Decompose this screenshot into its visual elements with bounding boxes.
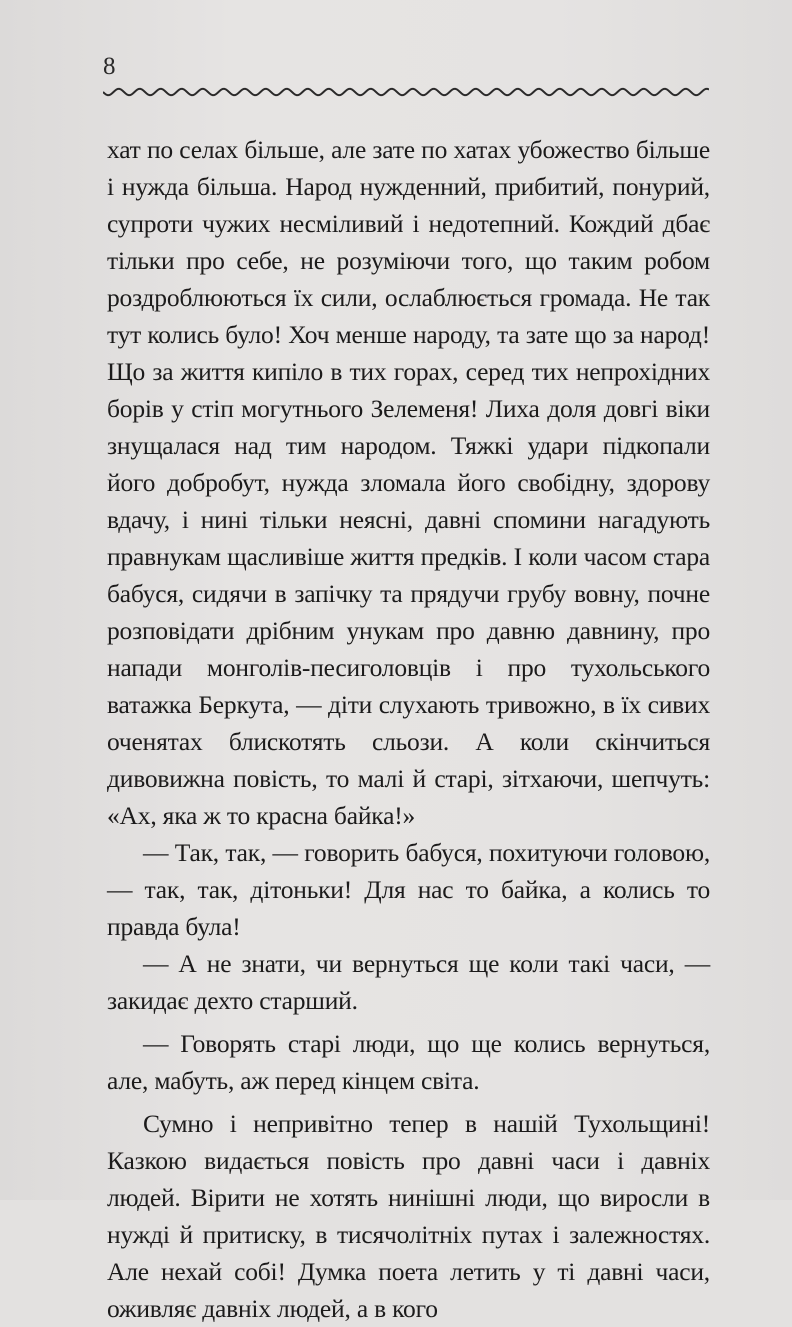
wavy-divider-icon	[103, 82, 709, 102]
dialogue-paragraph: — Говорять старі люди, що ще колись вернуться, але, мабуть, аж перед кінцем світа.	[107, 1029, 710, 1095]
dialogue-paragraph: — Так, так, — говорить бабуся, похитуючи головою, — так, так, дітоньки! Для нас то байка, а колись то правда була!	[107, 838, 710, 941]
dialogue-paragraph: — А не знати, чи вернуться ще коли такі часи, — закидає дехто старший.	[107, 949, 710, 1015]
main-text	[107, 131, 710, 1327]
page-number: 8	[103, 53, 116, 80]
paragraph: Сумно і непривітно тепер в нашій Тухольщині! Казкою видається повість про давні часи і давніх людей. Вірити не хотять нинішні люди, що виросли в нужді й притиску, в тисячолітніх путах і залежностях. Але нехай собі! Думка поета летить у ті давні часи, оживляє давніх людей, а в кого	[107, 1109, 710, 1323]
paragraph: хат по селах більше, але зате по хатах убожество більше і нужда більша. Народ нужденний, прибитий, понурий, супроти чужих несміливий і недотепний. Кождий дбає тільки про себе, не розуміючи того, що таким робом роздроблюються їх сили, ослаблюється громада. Не так тут колись було! Хоч менше народу, та зате що за народ! Що за життя кипіло в тих горах, серед тих непрохідних борів у стіп могутнього Зелеменя! Лиха доля довгі віки знущалася над тим народом. Тяжкі удари підкопали його добробут, нужда зломала його свобідну, здорову вдачу, і нині тільки неясні, давні спомини нагадують правнукам щасливіше життя предків. І коли часом стара бабуся, сидячи в запічку та прядучи грубу вовну, почне розповідати дрібним унукам про давню давнину, про напади монголів-песиголовців і про тухольського ватажка Беркута, — діти слухають тривожно, в їх сивих оченятах блискотять сльози. А коли скінчиться дивовижна повість, то малі й старі, зітхаючи, шепчуть: «Ах, яка ж то красна байка!»	[107, 135, 710, 830]
